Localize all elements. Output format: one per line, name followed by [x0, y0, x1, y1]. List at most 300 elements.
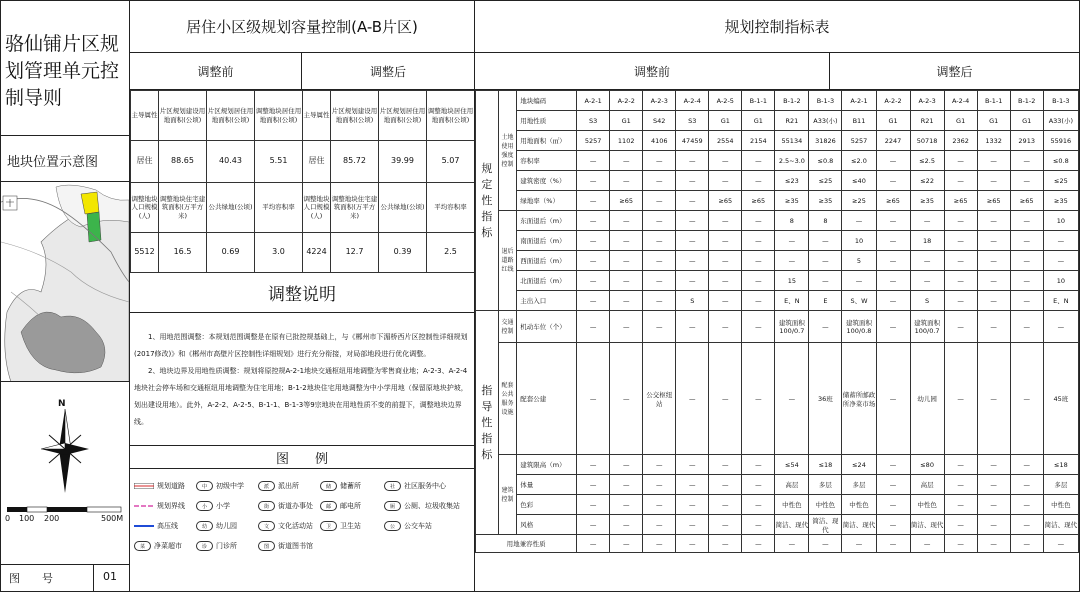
indicator-row — [476, 343, 1079, 455]
cell-after: — — [977, 311, 1010, 343]
cell-before: ≥65 — [709, 191, 742, 211]
cell-after: — — [944, 171, 977, 191]
cell-before: — — [676, 311, 709, 343]
cell-before: A-2-4 — [676, 91, 709, 111]
cell-before: — — [577, 171, 610, 191]
cell-after: ≤2.0 — [842, 151, 876, 171]
indicator-before: 调整前 — [475, 53, 830, 90]
cell-after: 2247 — [876, 131, 910, 151]
cell-after: — — [876, 495, 910, 515]
cell-before: — — [742, 475, 775, 495]
cell-after: — — [944, 343, 977, 455]
cell-before: — — [709, 171, 742, 191]
cell-before: — — [610, 515, 643, 535]
cell-after: — — [876, 251, 910, 271]
cell-after: ≤24 — [842, 455, 876, 475]
location-map-label: 地块位置示意图 — [7, 155, 99, 170]
cell-before: B-1-3 — [809, 91, 842, 111]
cell-before: — — [643, 515, 676, 535]
cell-after: — — [842, 271, 876, 291]
indicator-row — [476, 211, 1079, 231]
cell-after: — — [876, 515, 910, 535]
cell-before: — — [775, 251, 809, 271]
cell-before: ≤25 — [809, 171, 842, 191]
cap2-after-2: 0.39 — [379, 233, 427, 273]
explain-title: 调整说明 — [130, 273, 474, 313]
cell-before: G1 — [709, 111, 742, 131]
cell-before: — — [742, 311, 775, 343]
cell-before: — — [610, 231, 643, 251]
side-directive: 指导性指标 — [476, 311, 499, 535]
north-label: N — [58, 399, 66, 409]
library-icon: 图 — [258, 541, 275, 551]
cell-before: — — [709, 495, 742, 515]
cell-before: — — [676, 231, 709, 251]
cell-after: ≤22 — [910, 171, 944, 191]
cell-after: 1332 — [977, 131, 1010, 151]
cell-before: — — [610, 171, 643, 191]
cell-after: ≤40 — [842, 171, 876, 191]
cell-after: — — [876, 291, 910, 311]
cell-before: — — [577, 191, 610, 211]
cell-before: ≥65 — [742, 191, 775, 211]
row-label: 北面退后（m） — [517, 271, 577, 291]
cell-after: ≥35 — [1043, 191, 1078, 211]
cell-after: — — [1010, 211, 1043, 231]
clinic-icon: 诊 — [196, 541, 213, 551]
cell-after: — — [876, 475, 910, 495]
cap2-before-3: 3.0 — [255, 233, 303, 273]
cell-before: — — [775, 231, 809, 251]
cell-before: — — [775, 343, 809, 455]
community-icon: 社 — [384, 481, 401, 491]
cap-before-2: 40.43 — [207, 141, 255, 183]
cell-after: 5257 — [842, 131, 876, 151]
cell-before: — — [709, 475, 742, 495]
cell-after: 5 — [842, 251, 876, 271]
cell-after: — — [876, 271, 910, 291]
cell-before: — — [643, 171, 676, 191]
culture-icon: 文 — [258, 521, 275, 531]
cell-before: — — [643, 271, 676, 291]
cell-before: — — [709, 535, 742, 553]
cell-after: 10 — [1043, 271, 1078, 291]
cell-after: ≥65 — [944, 191, 977, 211]
cap-h8: 平均容积率 — [255, 183, 303, 233]
cell-before: — — [577, 211, 610, 231]
cell-after: — — [944, 515, 977, 535]
group-label: 土地使用强度控制 — [498, 91, 517, 211]
indicator-row — [476, 131, 1079, 151]
cell-before: G1 — [610, 111, 643, 131]
cell-before: 2.5~3.0 — [775, 151, 809, 171]
cell-before: — — [775, 535, 809, 553]
cell-after: — — [1010, 455, 1043, 475]
cell-before: S3 — [676, 111, 709, 131]
cell-after: — — [1010, 271, 1043, 291]
cell-before: ≤0.8 — [809, 151, 842, 171]
cell-before: — — [742, 231, 775, 251]
cell-after: — — [1010, 535, 1043, 553]
cap-h2-after: 片区规划建设用地面积(公顷) — [331, 91, 379, 141]
cell-after: — — [977, 271, 1010, 291]
cell-after: — — [1010, 343, 1043, 455]
cell-after: E、N — [1043, 291, 1078, 311]
indicator-row — [476, 475, 1079, 495]
cell-after: 高层 — [910, 475, 944, 495]
indicator-row — [476, 231, 1079, 251]
cell-before: 中性色 — [809, 495, 842, 515]
cell-after: — — [977, 535, 1010, 553]
sheet-number: 01 — [103, 570, 117, 583]
cell-after: — — [842, 211, 876, 231]
market-icon: 菜 — [134, 541, 151, 551]
legend-kindergarten: 幼儿园 — [216, 522, 237, 530]
cap-h5-after: 调整地块人口规模(人) — [303, 183, 331, 233]
cell-after: 多层 — [842, 475, 876, 495]
cell-before: — — [643, 291, 676, 311]
cap-h5: 调整地块人口规模(人) — [131, 183, 159, 233]
cell-after: — — [910, 271, 944, 291]
row-label: 容积率 — [517, 151, 577, 171]
cell-before: — — [676, 455, 709, 475]
cell-after: G1 — [977, 111, 1010, 131]
cell-after: — — [1010, 151, 1043, 171]
cell-before: — — [676, 495, 709, 515]
scale-end: 500M — [101, 514, 124, 523]
cell-before: A-2-5 — [709, 91, 742, 111]
cell-before: — — [742, 151, 775, 171]
cell-before: — — [742, 535, 775, 553]
cell-before: — — [742, 251, 775, 271]
legend-savings: 储蓄所 — [340, 482, 361, 490]
indicator-row — [476, 271, 1079, 291]
cell-before: — — [577, 495, 610, 515]
row-label: 绿地率（%） — [517, 191, 577, 211]
cell-after: — — [944, 495, 977, 515]
cell-after: ≥65 — [977, 191, 1010, 211]
cell-before: ≥35 — [809, 191, 842, 211]
cell-before: — — [809, 535, 842, 553]
cell-before: — — [676, 515, 709, 535]
indicator-row — [476, 151, 1079, 171]
row-label: 东面退后（m） — [517, 211, 577, 231]
cell-after: — — [977, 495, 1010, 515]
savings-icon: 储 — [320, 481, 337, 491]
cell-before: R21 — [775, 111, 809, 131]
cell-after: ≤80 — [910, 455, 944, 475]
indicator-row — [476, 171, 1079, 191]
cell-before: — — [742, 455, 775, 475]
cell-after: — — [977, 475, 1010, 495]
cell-after: — — [977, 455, 1010, 475]
cell-after: B-1-1 — [977, 91, 1010, 111]
capacity-title: 居住小区级规划容量控制(A-B片区) — [130, 1, 474, 53]
cell-before: S42 — [643, 111, 676, 131]
cell-before: — — [643, 151, 676, 171]
cell-after: A-2-4 — [944, 91, 977, 111]
legend-toilet: 公厕、垃圾收集站 — [404, 502, 460, 510]
cell-before: — — [577, 343, 610, 455]
cell-before: — — [610, 151, 643, 171]
cell-before: — — [709, 271, 742, 291]
cell-before: — — [577, 311, 610, 343]
cell-before: — — [610, 291, 643, 311]
cell-after: A-2-2 — [876, 91, 910, 111]
cell-after: — — [1043, 311, 1078, 343]
legend-police: 派出所 — [278, 482, 299, 490]
cell-before: 高层 — [775, 475, 809, 495]
indicator-after: 调整后 — [830, 53, 1079, 90]
cell-before: A33(小) — [809, 111, 842, 131]
indicator-row — [476, 311, 1079, 343]
cell-before: — — [709, 515, 742, 535]
cell-before: 1102 — [610, 131, 643, 151]
cell-after: — — [944, 211, 977, 231]
row-label: 建筑密度（%） — [517, 171, 577, 191]
cell-after: G1 — [1010, 111, 1043, 131]
post-icon: 邮 — [320, 501, 337, 511]
legend-road: 规划道路 — [157, 482, 185, 490]
indicator-row — [476, 191, 1079, 211]
cell-before: ≤23 — [775, 171, 809, 191]
left-panel — [0, 0, 130, 592]
cell-before: — — [676, 151, 709, 171]
cell-after: — — [944, 251, 977, 271]
cell-before: 36班 — [809, 343, 842, 455]
cell-before: B-1-1 — [742, 91, 775, 111]
cell-before: ≥65 — [610, 191, 643, 211]
legend-title: 图 例 — [130, 445, 474, 469]
cap-before-1: 88.65 — [159, 141, 207, 183]
cell-after: ≥25 — [842, 191, 876, 211]
cell-after: ≥65 — [876, 191, 910, 211]
row-label: 风格 — [517, 515, 577, 535]
side-mandatory: 规定性指标 — [476, 91, 499, 311]
cell-after: — — [1010, 475, 1043, 495]
cap-h6-after: 调整地块住宅建筑面积(万平方米) — [331, 183, 379, 233]
legend-primary-school: 小学 — [216, 502, 230, 510]
cell-after: S、W — [842, 291, 876, 311]
cell-after: — — [1010, 171, 1043, 191]
cell-before: 15 — [775, 271, 809, 291]
cell-after: 中性色 — [1043, 495, 1078, 515]
cell-before: 2154 — [742, 131, 775, 151]
legend-bus: 公交车站 — [404, 522, 432, 530]
cell-before: 8 — [775, 211, 809, 231]
cell-before: E — [809, 291, 842, 311]
cell-before: ≤18 — [809, 455, 842, 475]
cell-after: — — [910, 251, 944, 271]
row-label: 南面退后（m） — [517, 231, 577, 251]
legend-community: 社区服务中心 — [404, 482, 446, 490]
cell-before: — — [709, 211, 742, 231]
cell-after: B-1-3 — [1043, 91, 1078, 111]
cell-before: ≥35 — [775, 191, 809, 211]
clinic-station-icon: 卫 — [320, 521, 337, 531]
cell-after: — — [944, 151, 977, 171]
cell-after: 建筑面积100/0.7 — [910, 311, 944, 343]
cell-after: — — [944, 455, 977, 475]
cell-before: ≤54 — [775, 455, 809, 475]
cell-before: 多层 — [809, 475, 842, 495]
cell-before: — — [577, 271, 610, 291]
cell-before: — — [676, 271, 709, 291]
cap-after-0: 居住 — [303, 141, 331, 183]
cell-after: — — [910, 211, 944, 231]
cap-before-0: 居住 — [131, 141, 159, 183]
cell-after: 建筑面积100/0.8 — [842, 311, 876, 343]
indicator-row — [476, 535, 1079, 553]
cell-before: — — [676, 211, 709, 231]
north-arrow-icon — [41, 409, 89, 493]
cell-after: — — [944, 311, 977, 343]
cell-before: — — [643, 455, 676, 475]
cell-after: A-2-1 — [842, 91, 876, 111]
cell-before: 5257 — [577, 131, 610, 151]
junior-school-icon: 中 — [196, 481, 213, 491]
middle-panel — [130, 0, 474, 592]
row-label: 用地性质 — [517, 111, 577, 131]
cap-after-3: 5.07 — [427, 141, 475, 183]
cell-after: 中性色 — [842, 495, 876, 515]
cell-after: — — [1043, 535, 1078, 553]
cell-after: — — [944, 231, 977, 251]
cell-after: ≥35 — [910, 191, 944, 211]
cell-after: — — [977, 251, 1010, 271]
cell-before: — — [709, 343, 742, 455]
cell-after: 2362 — [944, 131, 977, 151]
cell-after: — — [1010, 231, 1043, 251]
group-label: 交通控制 — [498, 311, 517, 343]
row-label: 主出入口 — [517, 291, 577, 311]
cell-after: ≤0.8 — [1043, 151, 1078, 171]
legend-post: 邮电所 — [340, 502, 361, 510]
legend-hv: 高压线 — [157, 522, 178, 530]
cell-after: 简洁、现代 — [910, 515, 944, 535]
legend-street-office: 街道办事处 — [278, 502, 313, 510]
cap-h2: 片区规划建设用地面积(公顷) — [159, 91, 207, 141]
cell-before: — — [577, 455, 610, 475]
cell-before: 简洁、现代 — [775, 515, 809, 535]
cell-before: — — [809, 231, 842, 251]
cap-h1-after: 主导属性 — [303, 91, 331, 141]
cell-after: — — [876, 171, 910, 191]
row-label: 色彩 — [517, 495, 577, 515]
cell-before: S3 — [577, 111, 610, 131]
cap-h1: 主导属性 — [131, 91, 159, 141]
indicator-title: 规划控制指标表 — [475, 1, 1079, 53]
cap-h4-after: 调整地块居住用地面积(公顷) — [427, 91, 475, 141]
cell-after: ≤25 — [1043, 171, 1078, 191]
primary-school-icon: 小 — [196, 501, 213, 511]
cell-before: — — [742, 495, 775, 515]
row-label: 体量 — [517, 475, 577, 495]
indicator-row — [476, 455, 1079, 475]
row-label: 用地兼容性质 — [476, 535, 577, 553]
cell-before: 2554 — [709, 131, 742, 151]
scale-b: 200 — [44, 514, 60, 523]
right-panel — [474, 0, 1080, 592]
cell-after: R21 — [910, 111, 944, 131]
cap2-before-2: 0.69 — [207, 233, 255, 273]
cell-before: — — [643, 231, 676, 251]
explain-p2: 2、地块边界及用地性质调整：规划将原控规A-2-1地块交通枢纽用地调整为零售商业地；A-2-3、A-2-4地块社会停车场和交通枢纽用地调整为住宅用地；B-1-2地块住宅用地调整为中小学用地（保留原地块护坡，划出建设用地）。此外，A-2-2、A-2-5、B-1-1、B-1-3等9宗地块在用地性质不变的前提下，调整地块边界线。 — [134, 367, 468, 426]
cell-before: — — [577, 231, 610, 251]
cell-after: — — [876, 535, 910, 553]
sheet-label: 图 号 — [9, 572, 53, 585]
indicator-row — [476, 251, 1079, 271]
row-label: 西面退后（m） — [517, 251, 577, 271]
cell-before: — — [742, 343, 775, 455]
cell-before: — — [742, 211, 775, 231]
street-office-icon: 街 — [258, 501, 275, 511]
cell-before: — — [643, 495, 676, 515]
cell-before: A-2-1 — [577, 91, 610, 111]
cell-after: A-2-3 — [910, 91, 944, 111]
cell-before: — — [610, 211, 643, 231]
cell-after: 简洁、现代 — [1043, 515, 1078, 535]
indicator-row — [476, 495, 1079, 515]
cell-before: — — [709, 151, 742, 171]
cell-before: — — [709, 291, 742, 311]
cell-before: — — [709, 311, 742, 343]
cell-before: — — [577, 291, 610, 311]
toilet-icon: 厕 — [384, 501, 401, 511]
cell-after: 45班 — [1043, 343, 1078, 455]
cell-before: — — [809, 271, 842, 291]
cell-after: 2913 — [1010, 131, 1043, 151]
cell-after: B-1-2 — [1010, 91, 1043, 111]
cell-before: E、N — [775, 291, 809, 311]
cell-after: — — [876, 231, 910, 251]
cell-before: — — [643, 191, 676, 211]
cell-before: — — [676, 475, 709, 495]
cell-after: — — [944, 475, 977, 495]
cap-h3-after: 片区规划居住用地面积(公顷) — [379, 91, 427, 141]
cell-before: — — [742, 171, 775, 191]
cell-after: S — [910, 291, 944, 311]
legend-junior-school: 初级中学 — [216, 482, 244, 490]
cap-h7: 公共绿地(公顷) — [207, 183, 255, 233]
cell-after: B11 — [842, 111, 876, 131]
cell-after: — — [977, 291, 1010, 311]
cell-before: — — [676, 191, 709, 211]
cap2-before-1: 16.5 — [159, 233, 207, 273]
cap-after-1: 85.72 — [331, 141, 379, 183]
cell-before: 建筑面积100/0.7 — [775, 311, 809, 343]
cap-h8-after: 平均容积率 — [427, 183, 475, 233]
legend-culture: 文化活动站 — [278, 522, 313, 530]
cell-before: — — [742, 271, 775, 291]
unit-title: 骆仙铺片区规划管理单元控制导则 — [5, 33, 120, 109]
cell-before: — — [610, 455, 643, 475]
cell-after: G1 — [944, 111, 977, 131]
cap-h4: 调整地块居住用地面积(公顷) — [255, 91, 303, 141]
cell-before: — — [643, 311, 676, 343]
cell-after: A33(小) — [1043, 111, 1078, 131]
cell-before: — — [643, 535, 676, 553]
cell-before: — — [610, 535, 643, 553]
cell-after: 55916 — [1043, 131, 1078, 151]
indicator-row — [476, 515, 1079, 535]
cell-before: — — [643, 251, 676, 271]
cell-after: — — [1010, 515, 1043, 535]
cell-after: — — [977, 343, 1010, 455]
cell-before: — — [676, 171, 709, 191]
cell-before: — — [610, 251, 643, 271]
cell-before: — — [577, 251, 610, 271]
